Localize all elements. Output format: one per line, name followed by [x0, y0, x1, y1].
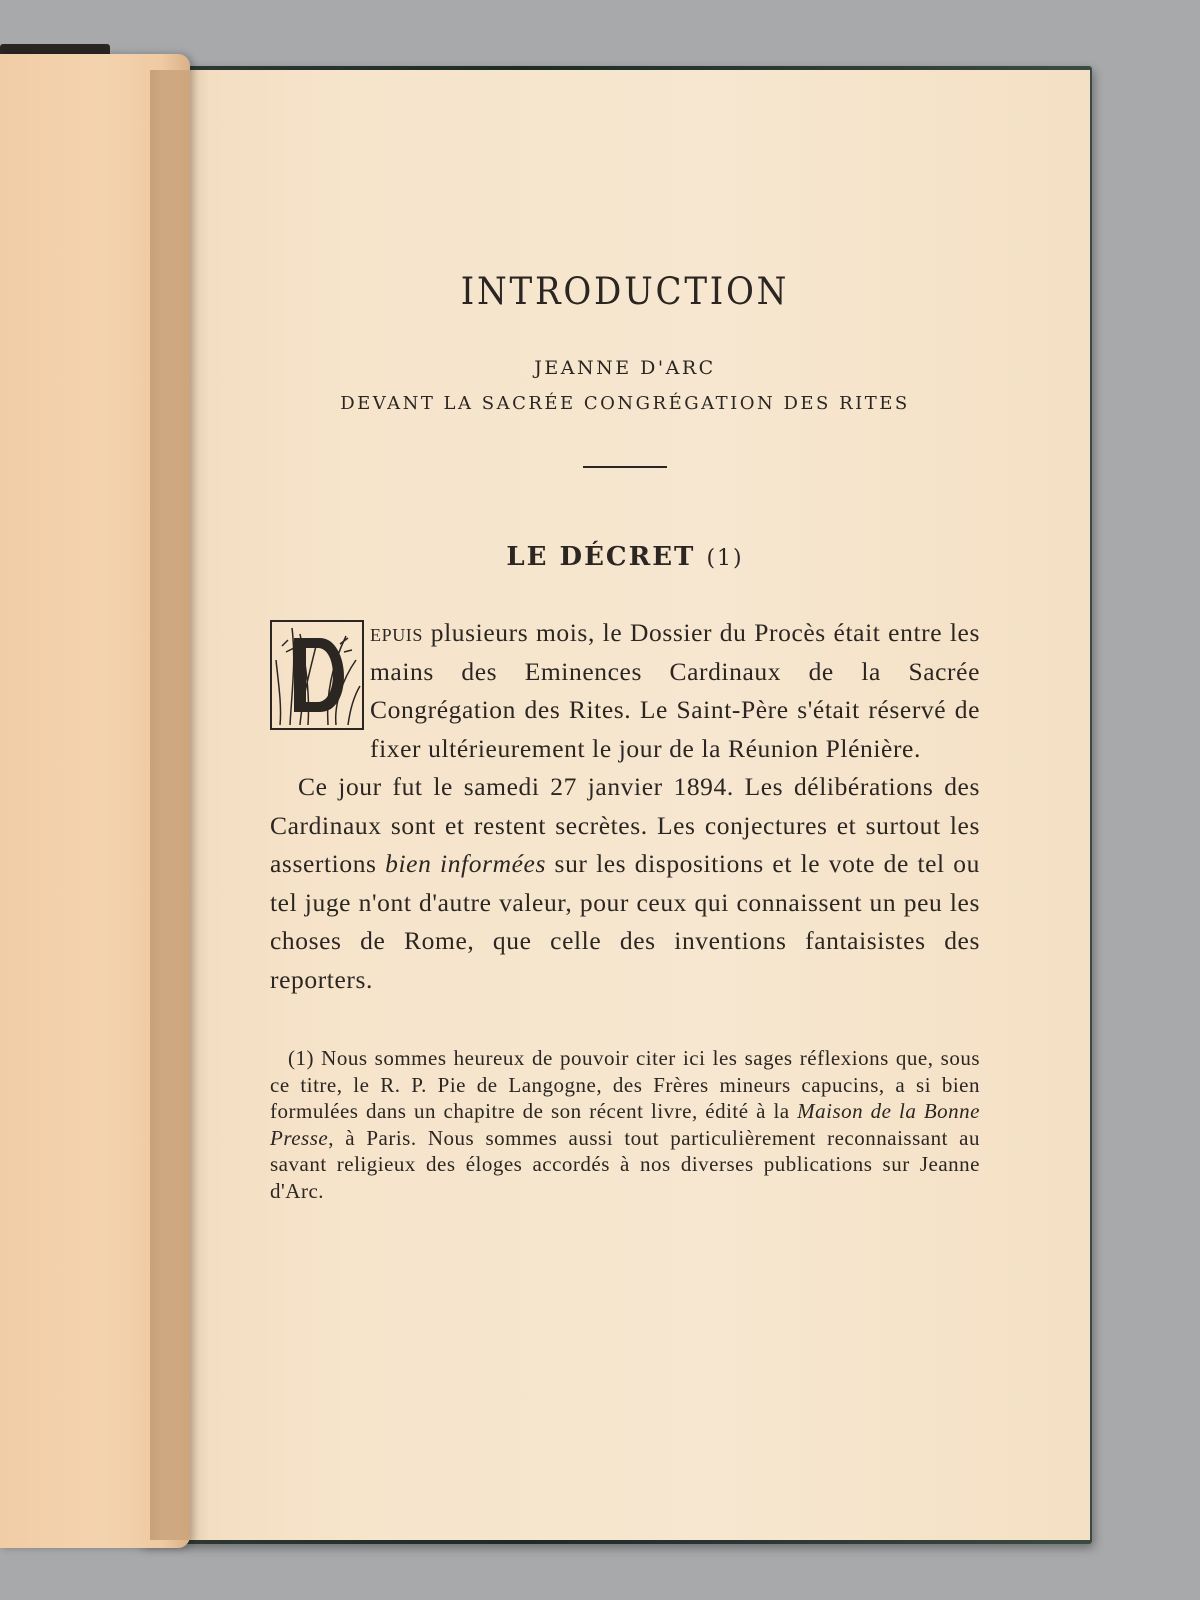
- paragraph-1-lead: epuis: [370, 618, 424, 647]
- footnote: [270, 1045, 980, 1204]
- paragraph-1-text: plusieurs mois, le Dossier du Procès était entre les mains des Eminences Cardinaux de la Sacrée Congrégation des Rites. Le Saint-Père s'était réservé de fixer ultérieurement le jour de la Réunion Plénière.: [370, 618, 980, 763]
- paragraph-2-text-b: sur les dispositions et le vote de tel ou tel juge n'ont d'autre valeur, pour ceux qui connaissent un peu les choses de Rome, que celle des inventions fantaisistes des reporters.: [270, 849, 980, 994]
- svg-text:D: D: [317, 630, 319, 631]
- footnote-reference: (1): [706, 546, 744, 571]
- page-content: [270, 270, 980, 1204]
- subtitle-line-1: JEANNE D'ARC: [534, 357, 716, 379]
- ornamental-dropcap-icon: [270, 620, 364, 730]
- divider-rule: [583, 466, 667, 468]
- section-heading: LE DÉCRET: [506, 542, 696, 572]
- gutter-shadow: [150, 70, 210, 1540]
- footnote-text-b: , à Paris. Nous sommes aussi tout particulièrement reconnaissant au savant religieux des éloges accordés à nos diverses publications sur Jeanne d'Arc.: [270, 1125, 980, 1203]
- body-text: [270, 614, 980, 999]
- footnote-marker: (1): [288, 1046, 314, 1070]
- paragraph-1: [270, 614, 980, 768]
- subtitle-line-2: DEVANT LA SACRÉE CONGRÉGATION DES RITES: [340, 393, 910, 414]
- footnote-italic: Maison de la Bonne Presse: [270, 1099, 980, 1150]
- section-heading-block: [270, 542, 980, 572]
- footnote-text-a: Nous sommes heureux de pouvoir citer ici les sages réflexions que, sous ce titre, le R. P. Pie de Langogne, des Frères mineurs capucins, a si bien formulées dans un chapitre de son récent livre, édité à la: [270, 1046, 980, 1123]
- paragraph-2-text-a: Ce jour fut le samedi 27 janvier 1894. Les délibérations des Cardinaux sont et restent secrètes. Les conjectures et surtout les assertions: [270, 772, 980, 878]
- paragraph-2: [270, 768, 980, 999]
- page-title: INTRODUCTION: [460, 270, 790, 313]
- paragraph-2-italic: bien informées: [385, 849, 546, 878]
